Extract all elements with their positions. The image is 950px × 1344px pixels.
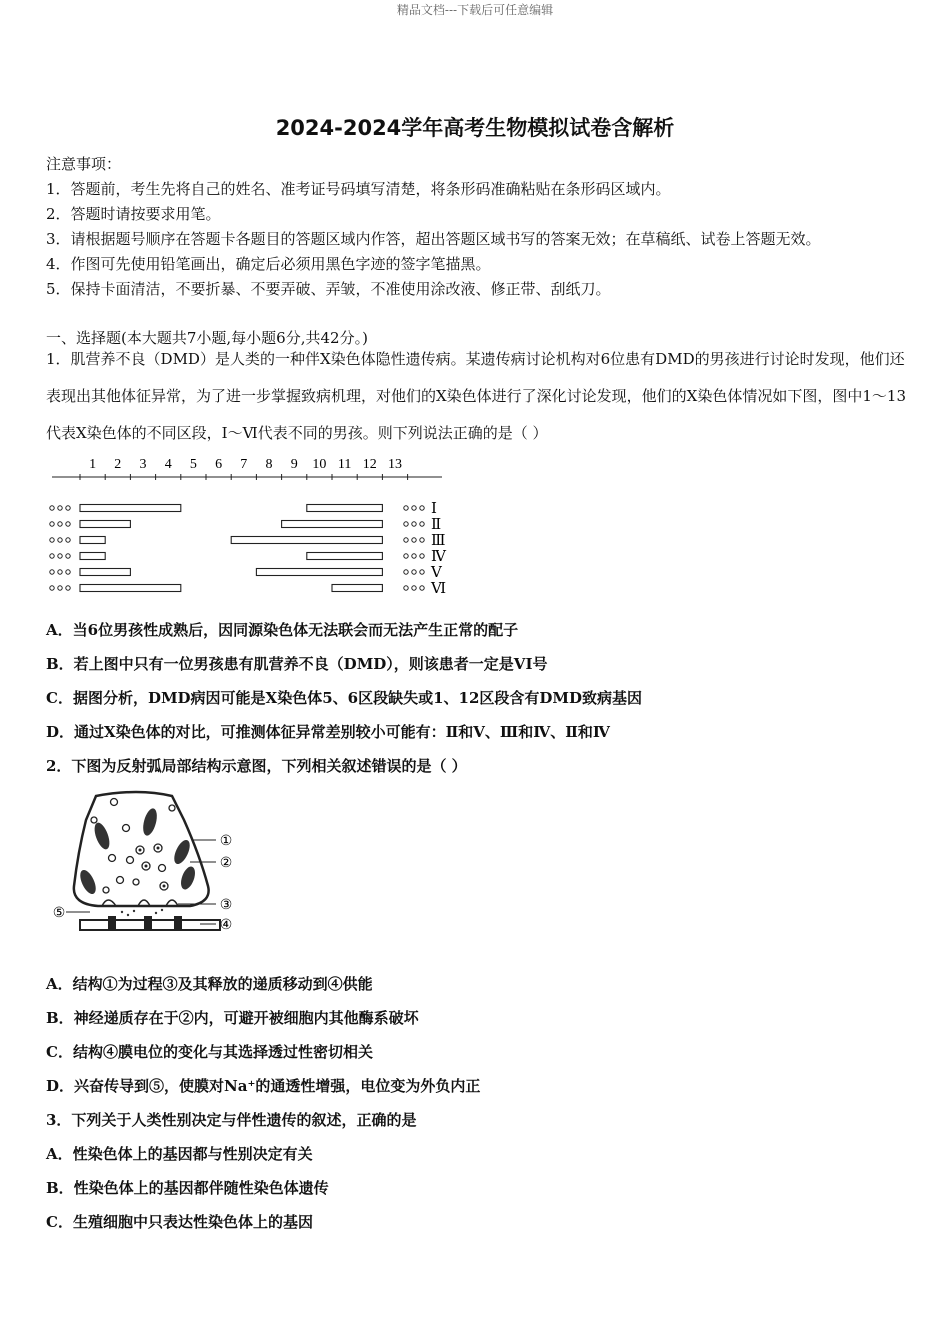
segment-label: 10 bbox=[312, 457, 327, 472]
synapse-figure bbox=[50, 790, 240, 940]
segment-label: 12 bbox=[362, 457, 377, 472]
telomere-dot bbox=[404, 506, 408, 510]
telomere-dot bbox=[66, 538, 70, 542]
telomere-dot bbox=[404, 570, 408, 574]
telomere-dot bbox=[66, 522, 70, 526]
segment-label: 7 bbox=[240, 457, 248, 472]
q1-option-c: C．据图分析，DMD病因可能是X染色体5、6区段缺失或1、12区段含有DMD致病基因 bbox=[46, 689, 643, 707]
q1-option-a: A．当6位男孩性成熟后，因同源染色体无法联会而无法产生正常的配子 bbox=[46, 621, 519, 639]
segment-label: 11 bbox=[337, 457, 352, 472]
telomere-dot bbox=[58, 522, 62, 526]
segment-label: 13 bbox=[388, 457, 402, 472]
row-label: Ⅵ bbox=[431, 581, 447, 597]
telomere-dot bbox=[404, 586, 408, 590]
telomere-dot bbox=[58, 554, 62, 558]
segment-label: 4 bbox=[164, 457, 172, 472]
chromosome-segment-bar bbox=[256, 569, 382, 576]
telomere-dot bbox=[420, 506, 424, 510]
segment-label: 1 bbox=[89, 457, 97, 472]
notice-item-4: 4．作图可先使用铅笔画出，确定后必须用黑色字迹的签字笔描黑。 bbox=[46, 255, 491, 273]
telomere-dot bbox=[420, 554, 424, 558]
chromosome-rows bbox=[50, 501, 447, 597]
notice-item-2: 2．答题时请按要求用笔。 bbox=[46, 205, 221, 223]
q1-stem: 1．肌营养不良（DMD）是人类的一种伴X染色体隐性遗传病。某遗传病讨论机构对6位患有DMD的男孩进行讨论时发现，他们还表现出其他体征异常，为了进一步掌握致病机理，对他们的X染色体进行了深化讨论发现，他们的X染色体情况如下图，图中1～13代表X染色体的不同区段，Ⅰ～Ⅵ代表不同的男孩。则下列说法正确的是（ ） bbox=[46, 350, 906, 442]
q1-option-d: D．通过X染色体的对比，可推测体征异常差别较小可能有：Ⅱ和Ⅴ、Ⅲ和Ⅳ、Ⅱ和Ⅳ bbox=[46, 723, 610, 741]
telomere-dot bbox=[412, 586, 416, 590]
telomere-dot bbox=[58, 586, 62, 590]
segment-label: 9 bbox=[290, 457, 298, 472]
chromosome-segment-bar bbox=[80, 585, 181, 592]
segment-label: 5 bbox=[189, 457, 197, 472]
transmitter-dots bbox=[121, 909, 163, 916]
page-header: 精品文档---下载后可任意编辑 bbox=[396, 3, 554, 17]
segment-label: 2 bbox=[114, 457, 122, 472]
q1-option-b: B．若上图中只有一位男孩患有肌营养不良（DMD），则该患者一定是VI号 bbox=[46, 655, 548, 673]
section-heading: 一、选择题(本大题共7小题,每小题6分,共42分。) bbox=[46, 329, 368, 347]
chromosome-row bbox=[50, 565, 443, 581]
label-5: ⑤ bbox=[52, 906, 66, 921]
telomere-dot bbox=[50, 570, 54, 574]
q2-option-c: C．结构④膜电位的变化与其选择透过性密切相关 bbox=[46, 1043, 373, 1061]
telomere-dot bbox=[412, 538, 416, 542]
q2-stem: 2．下图为反射弧局部结构示意图，下列相关叙述错误的是（ ） bbox=[46, 757, 467, 775]
chromosome-row bbox=[50, 581, 446, 597]
telomere-dot bbox=[58, 570, 62, 574]
page-title: 2024-2024学年高考生物模拟试卷含解析 bbox=[275, 116, 675, 140]
q3-option-b: B．性染色体上的基因都伴随性染色体遗传 bbox=[46, 1179, 329, 1197]
label-1: ① bbox=[219, 834, 233, 849]
q2-option-b: B．神经递质存在于②内，可避开被细胞内其他酶系破坏 bbox=[46, 1009, 419, 1027]
telomere-dot bbox=[50, 586, 54, 590]
notice-item-1: 1．答题前，考生先将自己的姓名、准考证号码填写清楚，将条形码准确粘贴在条形码区域内。 bbox=[46, 180, 671, 198]
mitochondria bbox=[77, 807, 198, 896]
chromosome-segment-bar bbox=[231, 537, 382, 544]
receptors bbox=[108, 916, 182, 930]
chromosome-segment-bar bbox=[80, 553, 105, 560]
telomere-dot bbox=[420, 538, 424, 542]
q3-stem: 3．下列关于人类性别决定与伴性遗传的叙述，正确的是 bbox=[46, 1111, 417, 1129]
chromosome-figure bbox=[44, 452, 454, 597]
telomere-dot bbox=[66, 554, 70, 558]
segment-label: 6 bbox=[215, 457, 223, 472]
telomere-dot bbox=[50, 522, 54, 526]
chromosome-segment-bar bbox=[307, 505, 383, 512]
telomere-dot bbox=[58, 506, 62, 510]
telomere-dot bbox=[404, 522, 408, 526]
telomere-dot bbox=[404, 554, 408, 558]
label-4: ④ bbox=[219, 918, 233, 933]
chromosome-segment-bar bbox=[282, 521, 383, 528]
notice-item-3: 3．请根据题号顺序在答题卡各题目的答题区域内作答，超出答题区域书写的答案无效；在草稿纸、试卷上答题无效。 bbox=[46, 230, 821, 248]
row-label: Ⅴ bbox=[431, 565, 442, 581]
telomere-dot bbox=[66, 506, 70, 510]
chromosome-segment-bar bbox=[80, 537, 105, 544]
notice-item-5: 5．保持卡面清洁，不要折暴、不要弄破、弄皱，不准使用涂改液、修正带、刮纸刀。 bbox=[46, 280, 611, 298]
chromosome-segment-bar bbox=[332, 585, 382, 592]
telomere-dot bbox=[412, 570, 416, 574]
telomere-dot bbox=[50, 538, 54, 542]
telomere-dot bbox=[420, 570, 424, 574]
row-label: Ⅱ bbox=[431, 517, 442, 533]
q3-option-c: C．生殖细胞中只表达性染色体上的基因 bbox=[46, 1213, 313, 1231]
segment-label: 8 bbox=[265, 457, 273, 472]
telomere-dot bbox=[58, 538, 62, 542]
telomere-dot bbox=[420, 586, 424, 590]
telomere-dot bbox=[412, 522, 416, 526]
chromosome-segment-bar bbox=[307, 553, 383, 560]
segment-labels bbox=[89, 457, 402, 472]
q3-option-a: A．性染色体上的基因都与性别决定有关 bbox=[46, 1145, 313, 1163]
telomere-dot bbox=[404, 538, 408, 542]
telomere-dot bbox=[412, 506, 416, 510]
telomere-dot bbox=[66, 586, 70, 590]
telomere-dot bbox=[50, 554, 54, 558]
q2-option-d: D．兴奋传导到⑤，使膜对Na⁺的通透性增强，电位变为外负内正 bbox=[46, 1077, 481, 1095]
segment-label: 3 bbox=[139, 457, 147, 472]
chromosome-row bbox=[50, 517, 441, 533]
telomere-dot bbox=[50, 506, 54, 510]
row-label: Ⅳ bbox=[431, 549, 446, 565]
chromosome-segment-bar bbox=[80, 569, 130, 576]
label-3: ③ bbox=[219, 898, 233, 913]
notice-heading: 注意事项： bbox=[46, 155, 122, 173]
chromosome-segment-bar bbox=[80, 505, 181, 512]
label-2: ② bbox=[219, 856, 233, 871]
telomere-dot bbox=[420, 522, 424, 526]
row-label: Ⅰ bbox=[431, 501, 437, 517]
chromosome-segment-bar bbox=[80, 521, 130, 528]
telomere-dot bbox=[66, 570, 70, 574]
q2-option-a: A．结构①为过程③及其释放的递质移动到④供能 bbox=[46, 975, 373, 993]
telomere-dot bbox=[412, 554, 416, 558]
chromosome-row bbox=[50, 533, 446, 549]
chromosome-row bbox=[50, 549, 447, 565]
row-label: Ⅲ bbox=[431, 533, 446, 549]
chromosome-row bbox=[50, 501, 437, 517]
